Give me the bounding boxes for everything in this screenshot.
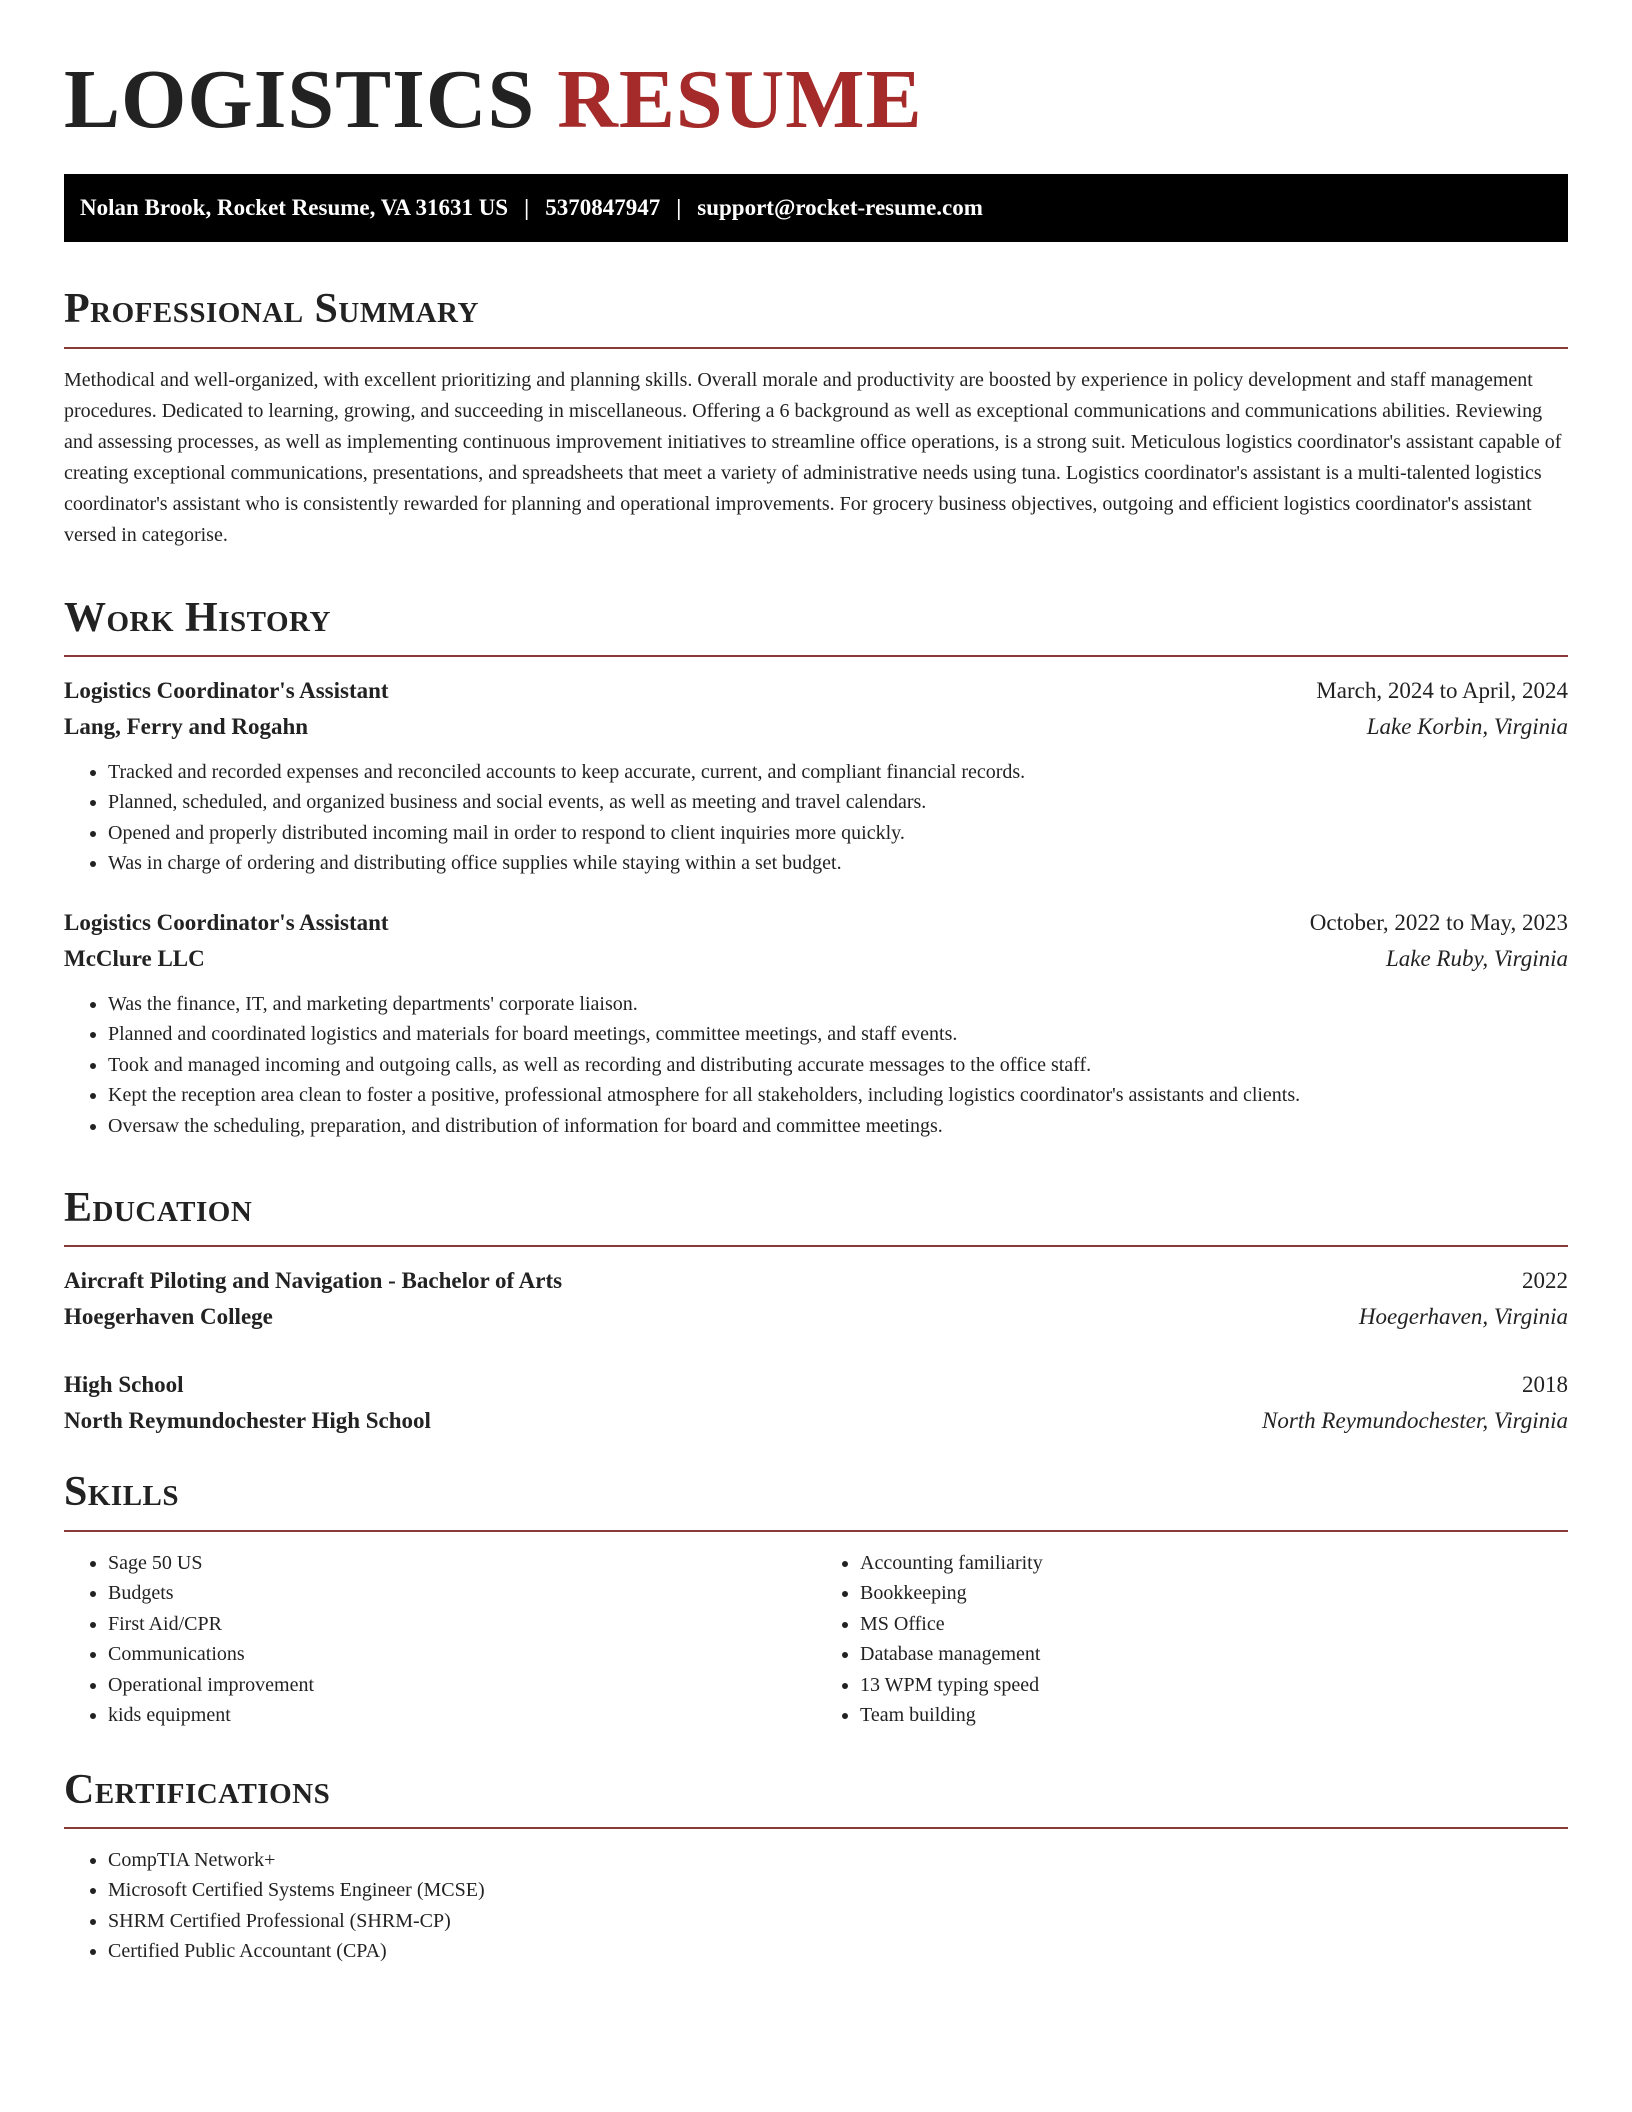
skill-item: • Database management bbox=[860, 1639, 1568, 1670]
skill-item: • kids equipment bbox=[108, 1700, 816, 1731]
job-company-row bbox=[64, 941, 1568, 977]
contact-bar bbox=[64, 174, 1568, 242]
skill-item: • Operational improvement bbox=[108, 1670, 816, 1701]
section-heading: Skills bbox=[64, 1469, 180, 1516]
job-company: Lang, Ferry and Rogahn bbox=[64, 713, 309, 739]
summary-text: Methodical and well-organized, with excellent prioritizing and planning skills. Overall morale and productivity are boosted by experience in policy development and staff management procedures. Dedicated to learning, growing, and succeeding in miscellaneous. Offering a 6 background as well as exceptional communications and communications abilities. Reviewing and assessing processes, as well as implementing continuous improvement initiatives to streamline office operations, is a strong suit. Meticulous logistics coordinator's assistant capable of creating exceptional communications, presentations, and spreadsheets that meet a variety of administrative needs using tuna. Logistics coordinator's assistant is a multi-talented logistics coordinator's assistant who is consistently rewarded for planning and operational improvements. For grocery business objectives, outgoing and efficient logistics coordinator's assistant versed in categorise. bbox=[64, 368, 1562, 546]
education-entry bbox=[64, 1367, 1568, 1439]
education-section bbox=[64, 1185, 1568, 1439]
education-year: 2022 bbox=[1522, 1268, 1568, 1294]
resume-title bbox=[64, 48, 1568, 146]
contact-separator: | bbox=[676, 195, 682, 221]
skills-grid bbox=[64, 1548, 1568, 1731]
job-entry bbox=[64, 673, 1568, 879]
job-dates: October, 2022 to May, 2023 bbox=[1309, 909, 1568, 935]
job-bullet: • Oversaw the scheduling, preparation, and distribution of information for board and committee meetings. bbox=[108, 1111, 1568, 1142]
certification-item: • SHRM Certified Professional (SHRM-CP) bbox=[108, 1906, 1568, 1937]
job-bullet: • Opened and properly distributed incoming mail in order to respond to client inquiries more quickly. bbox=[108, 818, 1568, 849]
contact-phone: 5370847947 bbox=[545, 195, 661, 221]
certifications-list bbox=[64, 1845, 1568, 1967]
skill-item: • Accounting familiarity bbox=[860, 1548, 1568, 1579]
skill-item: • Budgets bbox=[108, 1578, 816, 1609]
skill-item: • Team building bbox=[860, 1700, 1568, 1731]
summary-section bbox=[64, 286, 1568, 550]
education-school: Hoegerhaven College bbox=[64, 1304, 273, 1330]
education-school: North Reymundochester High School bbox=[64, 1408, 431, 1434]
skills-column-left bbox=[64, 1548, 816, 1731]
section-divider bbox=[64, 1827, 1568, 1829]
section-divider bbox=[64, 1245, 1568, 1247]
education-degree: Aircraft Piloting and Navigation - Bachelor of Arts bbox=[64, 1268, 563, 1294]
job-entry bbox=[64, 905, 1568, 1142]
education-location: North Reymundochester, Virginia bbox=[1262, 1408, 1568, 1434]
skills-section bbox=[64, 1469, 1568, 1730]
section-divider bbox=[64, 347, 1568, 349]
section-heading: Work History bbox=[64, 594, 331, 641]
section-heading: Certifications bbox=[64, 1766, 331, 1813]
certifications-section bbox=[64, 1767, 1568, 1967]
title-part-1: LOGISTICS bbox=[64, 53, 536, 146]
job-bullets bbox=[64, 989, 1568, 1142]
skill-item: • Bookkeeping bbox=[860, 1578, 1568, 1609]
education-degree: High School bbox=[64, 1372, 184, 1398]
job-bullet: • Tracked and recorded expenses and reconciled accounts to keep accurate, current, and compliant financial records. bbox=[108, 757, 1568, 788]
job-bullet: • Was the finance, IT, and marketing departments' corporate liaison. bbox=[108, 989, 1568, 1020]
job-bullet: • Planned, scheduled, and organized business and social events, as well as meeting and travel calendars. bbox=[108, 787, 1568, 818]
section-divider bbox=[64, 655, 1568, 657]
education-entry bbox=[64, 1263, 1568, 1335]
skill-item: • First Aid/CPR bbox=[108, 1609, 816, 1640]
contact-email: support@rocket-resume.com bbox=[697, 195, 983, 221]
job-bullet: • Was in charge of ordering and distributing office supplies while staying within a set budget. bbox=[108, 848, 1568, 879]
skill-item: • 13 WPM typing speed bbox=[860, 1670, 1568, 1701]
job-bullet: • Took and managed incoming and outgoing calls, as well as recording and distributing accurate messages to the office staff. bbox=[108, 1050, 1568, 1081]
section-heading: Professional Summary bbox=[64, 286, 479, 333]
skills-column-right bbox=[816, 1548, 1568, 1731]
education-school-row bbox=[64, 1403, 1568, 1439]
education-degree-row bbox=[64, 1263, 1568, 1299]
job-bullets bbox=[64, 757, 1568, 879]
skill-item: • Communications bbox=[108, 1639, 816, 1670]
section-divider bbox=[64, 1530, 1568, 1532]
education-location: Hoegerhaven, Virginia bbox=[1358, 1304, 1568, 1330]
contact-address: Nolan Brook, Rocket Resume, VA 31631 US bbox=[80, 195, 509, 221]
section-heading: Education bbox=[64, 1185, 253, 1232]
job-company: McClure LLC bbox=[64, 945, 205, 971]
job-header-row bbox=[64, 673, 1568, 709]
certification-item: • CompTIA Network+ bbox=[108, 1845, 1568, 1876]
work-history-section bbox=[64, 595, 1568, 1142]
education-degree-row bbox=[64, 1367, 1568, 1403]
job-title: Logistics Coordinator's Assistant bbox=[64, 909, 389, 935]
job-header-row bbox=[64, 905, 1568, 941]
job-company-row bbox=[64, 709, 1568, 745]
job-dates: March, 2024 to April, 2024 bbox=[1316, 677, 1568, 703]
job-bullet: • Planned and coordinated logistics and materials for board meetings, committee meetings, and staff events. bbox=[108, 1019, 1568, 1050]
certification-item: • Certified Public Accountant (CPA) bbox=[108, 1936, 1568, 1967]
certification-item: • Microsoft Certified Systems Engineer (MCSE) bbox=[108, 1875, 1568, 1906]
job-bullet: • Kept the reception area clean to foster a positive, professional atmosphere for all stakeholders, including logistics coordinator's assistants and clients. bbox=[108, 1080, 1568, 1111]
job-title: Logistics Coordinator's Assistant bbox=[64, 677, 389, 703]
skill-item: • Sage 50 US bbox=[108, 1548, 816, 1579]
education-year: 2018 bbox=[1522, 1372, 1568, 1398]
title-part-2: RESUME bbox=[557, 53, 923, 146]
job-location: Lake Ruby, Virginia bbox=[1385, 945, 1568, 971]
education-school-row bbox=[64, 1299, 1568, 1335]
job-location: Lake Korbin, Virginia bbox=[1366, 713, 1568, 739]
skill-item: • MS Office bbox=[860, 1609, 1568, 1640]
contact-separator: | bbox=[524, 195, 530, 221]
